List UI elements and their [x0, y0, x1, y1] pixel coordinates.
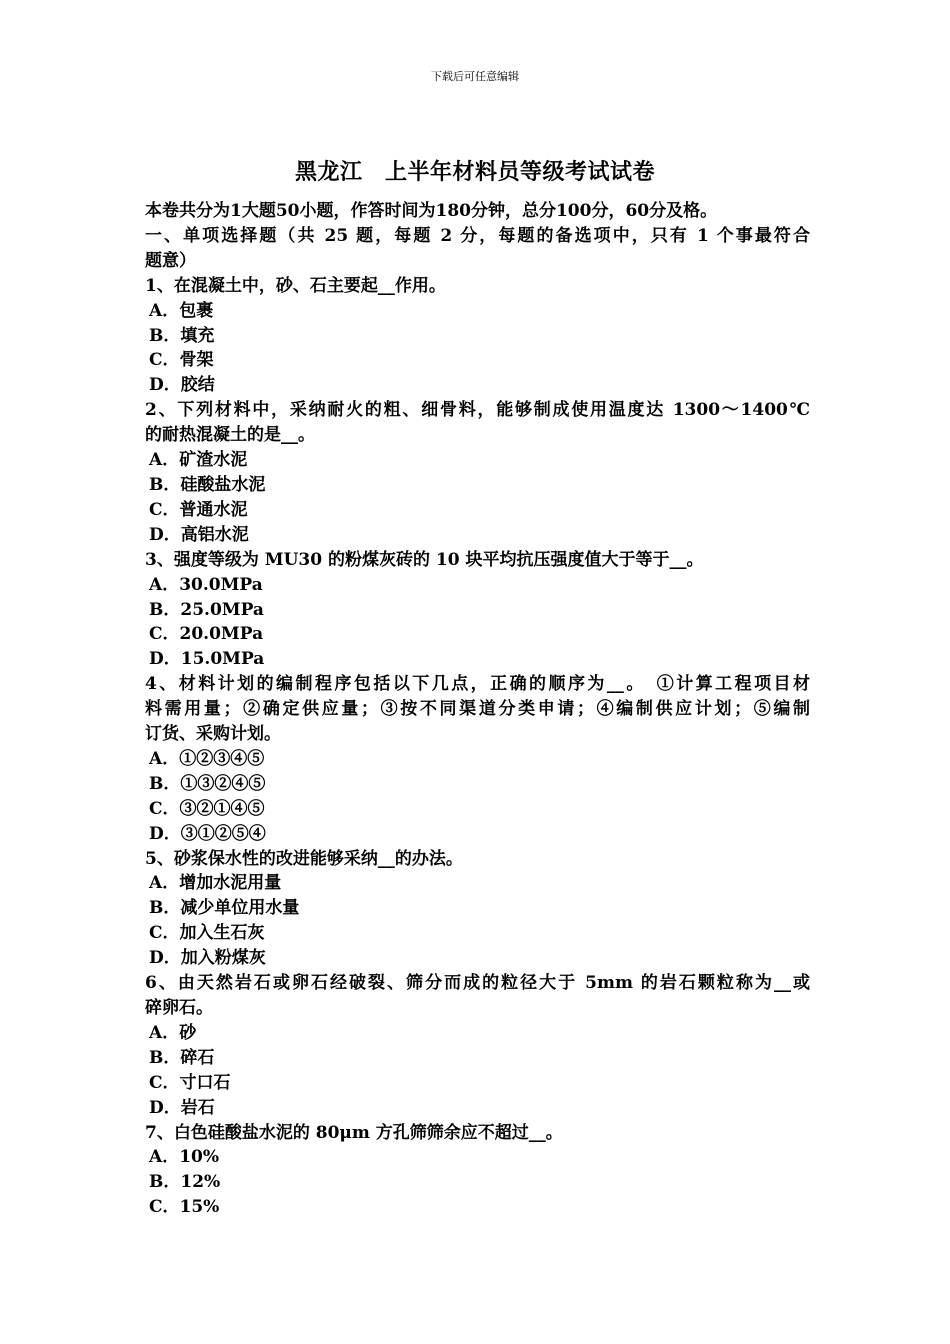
option-a: A．增加水泥用量 — [149, 873, 282, 894]
question-text-continued: 的耐热混凝土的是__。 — [145, 425, 315, 446]
option-b: B．填充 — [149, 325, 215, 346]
question-6 — [145, 971, 810, 1120]
option-b: B．12% — [149, 1172, 221, 1193]
option-d: D．胶结 — [149, 375, 215, 396]
option-d: D．岩石 — [149, 1097, 215, 1118]
option-a: A．30.0MPa — [149, 574, 263, 595]
question-4 — [145, 672, 810, 846]
question-text-continued: 料需用量；②确定供应量；③按不同渠道分类申请；④编制供应计划；⑤编制 — [145, 699, 810, 720]
question-1 — [145, 274, 810, 399]
option-c: C．骨架 — [149, 350, 214, 371]
question-text: 6、由天然岩石或卵石经破裂、筛分而成的粒径大于 5mm 的岩石颗粒称为__或 — [145, 973, 810, 994]
option-d: D．15.0MPa — [149, 649, 265, 670]
option-b: B．碎石 — [149, 1047, 215, 1068]
option-a: A．矿渣水泥 — [149, 450, 248, 471]
question-5 — [145, 847, 810, 972]
section-heading-line-1: 一、单项选择题（共 25 题，每题 2 分，每题的备选项中，只有 1 个事最符合 — [145, 225, 810, 246]
option-d: D．加入粉煤灰 — [149, 948, 266, 969]
option-c: C．15% — [149, 1197, 220, 1218]
option-a: A．包裹 — [149, 300, 214, 321]
option-d: D．高铝水泥 — [149, 524, 249, 545]
option-c: C．加入生石灰 — [149, 923, 265, 944]
question-2 — [145, 398, 810, 547]
intro-text: 本卷共分为1大题50小题，作答时间为180分钟，总分100分，60分及格。 — [145, 201, 718, 221]
header-note: 下载后可任意编辑 — [431, 70, 519, 83]
option-b: B．25.0MPa — [149, 599, 264, 620]
option-b: B．硅酸盐水泥 — [149, 474, 266, 495]
question-text: 4、材料计划的编制程序包括以下几点，正确的顺序为__。 ①计算工程项目材 — [145, 674, 810, 695]
option-c: C．普通水泥 — [149, 499, 248, 520]
question-text: 5、砂浆保水性的改进能够采纳__的办法。 — [145, 848, 463, 869]
question-text-continued: 碎卵石。 — [145, 998, 213, 1018]
question-3 — [145, 548, 810, 673]
question-text: 3、强度等级为 MU30 的粉煤灰砖的 10 块平均抗压强度值大于等于__。 — [145, 549, 704, 570]
option-c: C．③②①④⑤ — [149, 798, 265, 819]
option-c: C．寸口石 — [149, 1072, 231, 1093]
option-a: A．10% — [149, 1147, 220, 1168]
option-c: C．20.0MPa — [149, 624, 264, 645]
document-body — [145, 199, 810, 1220]
option-b: B．减少单位用水量 — [149, 898, 300, 919]
option-b: B．①③②④⑤ — [149, 773, 266, 794]
option-d: D．③①②⑤④ — [149, 823, 266, 844]
question-text: 7、白色硅酸盐水泥的 80μm 方孔筛筛余应不超过__。 — [145, 1122, 563, 1143]
question-text-continued: 订货、采购计划。 — [145, 724, 281, 745]
page-title: 黑龙江 上半年材料员等级考试试卷 — [294, 159, 655, 185]
section-heading-line-2: 题意） — [145, 250, 196, 271]
option-a: A．①②③④⑤ — [149, 748, 265, 769]
option-a: A．砂 — [149, 1022, 197, 1043]
question-7 — [145, 1121, 810, 1221]
question-text: 2、下列材料中，采纳耐火的粗、细骨料，能够制成使用温度达 1300～1400℃ — [145, 400, 810, 421]
question-text: 1、在混凝土中，砂、石主要起__作用。 — [145, 275, 446, 296]
